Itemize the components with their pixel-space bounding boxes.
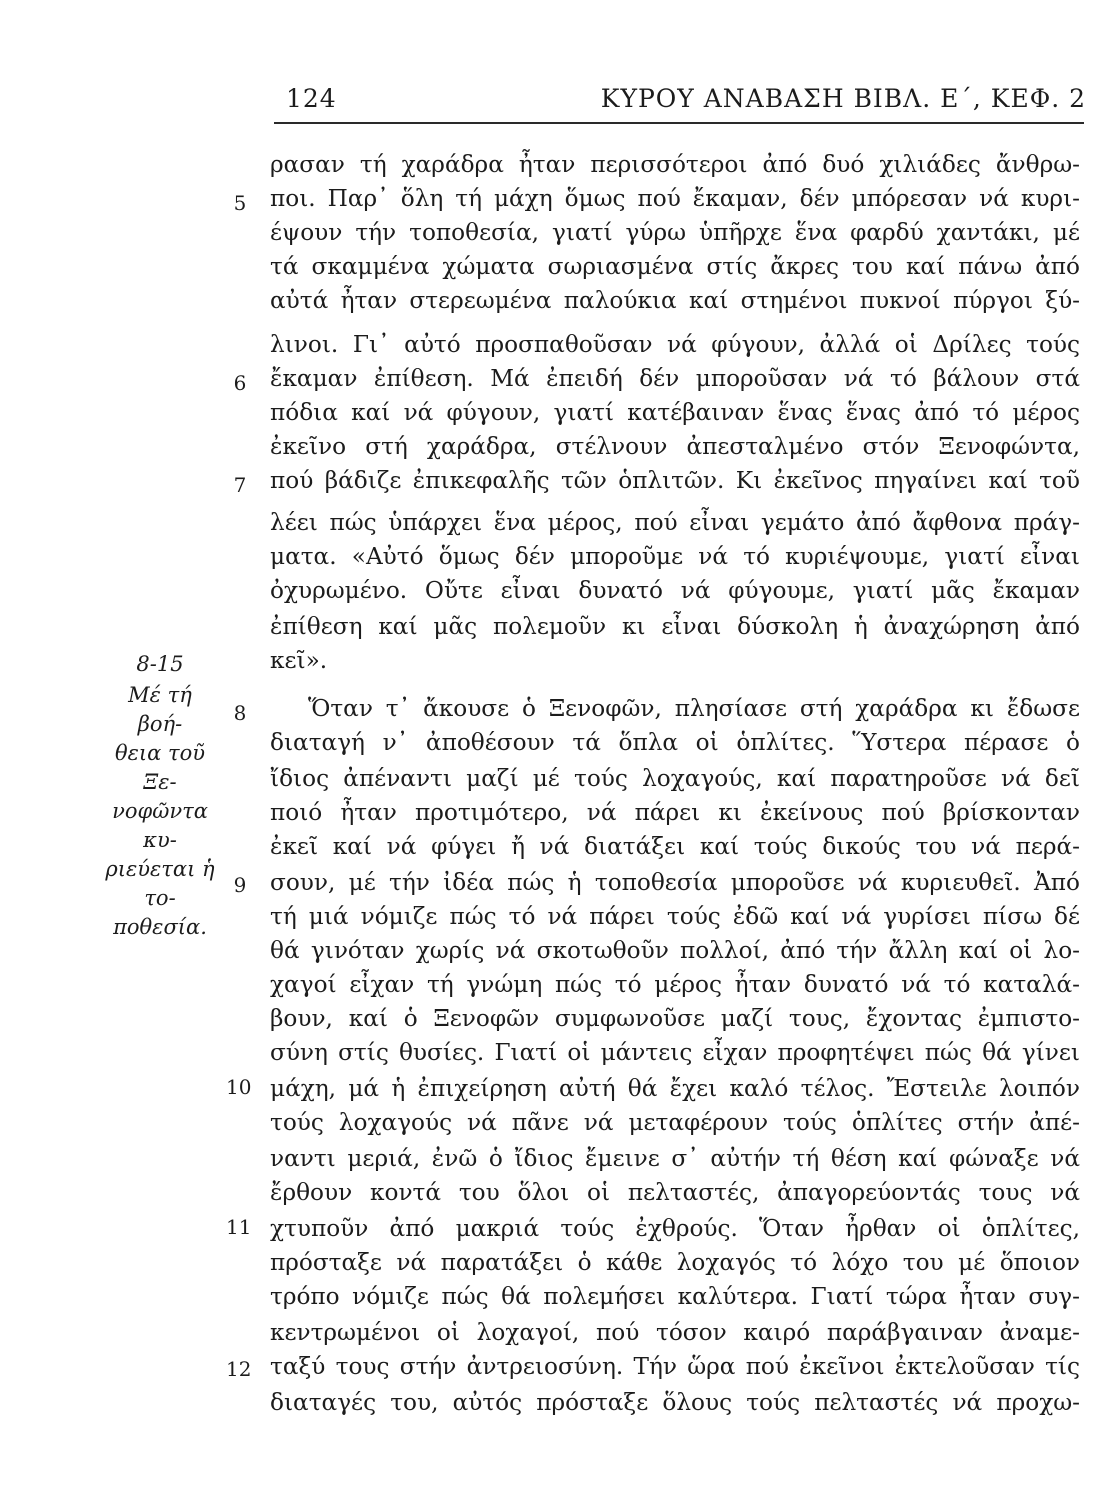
text-line: σουν, μέ τήν ἰδέα πώς ἡ τοποθεσία μποροῦσε νά κυριευθεῖ. Ἀπό [270,869,1080,896]
text-line: λινοι. Γι᾽ αὐτό προσπαθοῦσαν νά φύγουν, ἀλλά οἱ Δρίλες τούς [270,331,1080,358]
text-line: αὐτά ἦταν στερεωμένα παλούκια καί στημένοι πυκνοί πύργοι ξύ- [270,287,1080,314]
section-number: 12 [226,1357,252,1381]
text-line: διαταγές του, αὐτός πρόσταξε ὅλους τούς πελταστές νά προχω- [270,1389,1080,1416]
text-line: τή μιά νόμιζε πώς τό νά πάρει τούς ἐδῶ καί νά γυρίσει πίσω δέ [270,903,1080,930]
text-line: θά γινόταν χωρίς νά σκοτωθοῦν πολλοί, ἀπό τήν ἄλλη καί οἱ λο- [270,937,1080,964]
side-note [104,650,216,942]
text-line: ἴδιος ἀπέναντι μαζί μέ τούς λοχαγούς, καί παρατηροῦσε νά δεῖ [270,765,1080,792]
header-rule [274,122,1084,124]
section-number: 8 [233,701,247,725]
text-line: ἐπίθεση καί μᾶς πολεμοῦν κι εἶναι δύσκολη ἡ ἀναχώρηση ἀπό [270,613,1080,640]
text-line: σύνη στίς θυσίες. Γιατί οἱ μάντεις εἶχαν προφητέψει πώς θά γίνει [270,1039,1080,1066]
text-line: χτυποῦν ἀπό μακριά τούς ἐχθρούς. Ὅταν ἦρθαν οἱ ὁπλίτες, [270,1215,1080,1242]
side-note-line: Μέ τή βοή- [128,683,192,736]
section-number: 5 [233,191,247,215]
text-line: ποι. Παρ᾽ ὅλη τή μάχη ὅμως πού ἔκαμαν, δέν μπόρεσαν νά κυρι- [270,185,1080,212]
side-note-range: 8-15 [136,652,184,676]
text-line: κεντρωμένοι οἱ λοχαγοί, πού τόσον καιρό παράβγαιναν ἀναμε- [270,1319,1080,1346]
text-line: ταξύ τους στήν ἀντρειοσύνη. Τήν ὥρα πού ἐκεῖνοι ἐκτελοῦσαν τίς [270,1353,1080,1380]
text-line: πρόσταξε νά παρατάξει ὁ κάθε λοχαγός τό λόχο του μέ ὅποιον [270,1249,1080,1276]
text-line: ἐκεῖνο στή χαράδρα, στέλνουν ἀπεσταλμένο στόν Ξενοφώντα, [270,433,1080,460]
running-head-title: ΚΥΡΟΥ ΑΝΑΒΑΣΗ ΒΙΒΛ. Ε΄, ΚΕΦ. 2 [600,84,1086,113]
text-line: πού βάδιζε ἐπικεφαλῆς τῶν ὁπλιτῶν. Κι ἐκεῖνος πηγαίνει καί τοῦ [270,467,1080,494]
text-line: χαγοί εἶχαν τή γνώμη πώς τό μέρος ἦταν δυνατό νά τό καταλά- [270,971,1080,998]
text-line: ἔρθουν κοντά του ὅλοι οἱ πελταστές, ἀπαγορεύοντάς τους νά [270,1179,1080,1206]
section-number: 6 [233,371,247,395]
text-line: πόδια καί νά φύγουν, γιατί κατέβαιναν ἕνας ἕνας ἀπό τό μέρος [270,399,1080,426]
side-note-line: ριεύεται ἡ το- [105,857,215,910]
text-line: τούς λοχαγούς νά πᾶνε νά μεταφέρουν τούς ὁπλίτες στήν ἀπέ- [270,1109,1080,1136]
side-note-line: ποθεσία. [113,915,207,939]
running-header [270,84,1090,124]
text-line: ποιό ἦταν προτιμότερο, νά πάρει κι ἐκείνους πού βρίσκονταν [270,799,1080,826]
side-note-line: νοφῶντα κυ- [112,799,208,852]
text-line: ἔκαμαν ἐπίθεση. Μά ἐπειδή δέν μποροῦσαν νά τό βάλουν στά [270,365,1080,392]
text-line: ρασαν τή χαράδρα ἦταν περισσότεροι ἀπό δυό χιλιάδες ἄνθρω- [270,151,1080,178]
text-line: τρόπο νόμιζε πώς θά πολεμήσει καλύτερα. Γιατί τώρα ἦταν συγ- [270,1283,1080,1310]
text-line: διαταγή ν᾽ ἀποθέσουν τά ὅπλα οἱ ὁπλίτες. Ὕστερα πέρασε ὁ [270,729,1080,756]
text-line: βουν, καί ὁ Ξενοφῶν συμφωνοῦσε μαζί τους, ἔχοντας ἐμπιστο- [270,1005,1080,1032]
page-number: 124 [286,84,337,113]
section-number: 11 [226,1215,252,1239]
text-line: έψουν τήν τοποθεσία, γιατί γύρω ὑπῆρχε ἕνα φαρδύ χαντάκι, μέ [270,219,1080,246]
text-line: ὀχυρωμένο. Οὔτε εἶναι δυνατό νά φύγουμε, γιατί μᾶς ἔκαμαν [270,577,1080,604]
text-line: ἐκεῖ καί νά φύγει ἤ νά διατάξει καί τούς δικούς του νά περά- [270,833,1080,860]
text-line: τά σκαμμένα χώματα σωριασμένα στίς ἄκρες του καί πάνω ἀπό [270,253,1080,280]
text-line: λέει πώς ὑπάρχει ἕνα μέρος, πού εἶναι γεμάτο ἀπό ἄφθονα πράγ- [270,509,1080,536]
text-line: κεῖ». [270,647,328,674]
text-line: μάχη, μά ἡ ἐπιχείρηση αὐτή θά ἔχει καλό τέλος. Ἔστειλε λοιπόν [270,1075,1080,1102]
section-number: 10 [226,1075,252,1099]
side-note-line: θεια τοῦ Ξε- [114,741,206,794]
text-line: Ὅταν τ᾽ ἄκουσε ὁ Ξενοφῶν, πλησίασε στή χαράδρα κι ἔδωσε [308,695,1080,722]
text-line: ματα. «Αὐτό ὅμως δέν μποροῦμε νά τό κυριέψουμε, γιατί εἶναι [270,543,1080,570]
section-number: 7 [233,473,247,497]
section-number: 9 [233,873,247,897]
text-line: ναντι μεριά, ἐνῶ ὁ ἴδιος ἔμεινε σ᾽ αὐτήν τή θέση καί φώναξε νά [270,1145,1080,1172]
